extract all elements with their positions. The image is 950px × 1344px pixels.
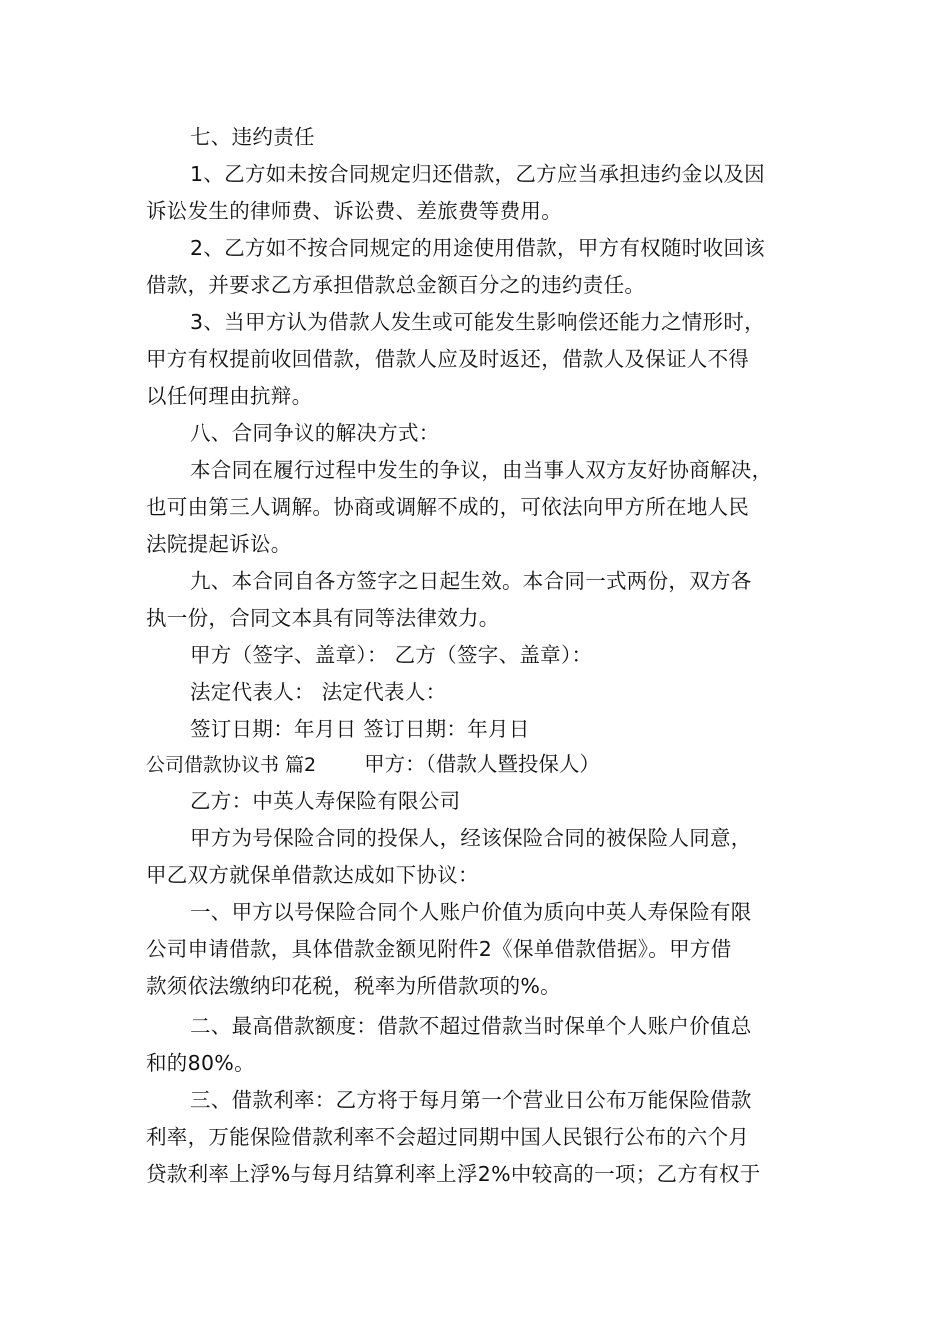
paragraph-line: 甲方为号保险合同的投保人，经该保险合同的被保险人同意，: [190, 826, 752, 850]
paragraph-line: 2、乙方如不按合同规定的用途使用借款，甲方有权随时收回该: [190, 236, 765, 260]
paragraph-line: 法院提起诉讼。: [146, 532, 292, 556]
paragraph-line: 公司申请借款，具体借款金额见附件2《保单借款借据》。甲方借: [146, 937, 732, 961]
paragraph-line: 九、本合同自各方签字之日起生效。本合同一式两份，双方各: [190, 569, 752, 593]
paragraph-line: 甲乙双方就保单借款达成如下协议：: [146, 863, 479, 887]
paragraph-line: 借款，并要求乙方承担借款总金额百分之的违约责任。: [146, 273, 646, 297]
paragraph-line: 二、最高借款额度：借款不超过借款当时保单个人账户价值总: [190, 1014, 752, 1038]
paragraph-line: 执一份，合同文本具有同等法律效力。: [146, 606, 500, 630]
signature-line: 甲方（签字、盖章）： 乙方（签字、盖章）：: [190, 643, 593, 667]
paragraph-line: 也可由第三人调解。协商或调解不成的，可依法向甲方所在地人民: [146, 495, 750, 519]
paragraph-line: 本合同在履行过程中发生的争议，由当事人双方友好协商解决，: [190, 458, 773, 482]
paragraph-line: 以任何理由抗辩。: [146, 384, 313, 408]
heading-dispute-resolution: 八、合同争议的解决方式：: [190, 421, 440, 445]
paragraph-line: 三、借款利率：乙方将于每月第一个营业日公布万能保险借款: [190, 1088, 752, 1112]
paragraph-line: 3、当甲方认为借款人发生或可能发生影响偿还能力之情形时，: [190, 310, 765, 334]
representative-line: 法定代表人： 法定代表人：: [190, 680, 447, 704]
paragraph-line: 款须依法缴纳印花税，税率为所借款项的%。: [146, 974, 561, 998]
section2-heading-row: [146, 746, 826, 784]
paragraph-line: 贷款利率上浮%与每月结算利率上浮2%中较高的一项；乙方有权于: [146, 1162, 761, 1186]
section2-party-a: 甲方：（借款人暨投保人）: [364, 752, 600, 776]
paragraph-line: 甲方有权提前收回借款，借款人应及时返还，借款人及保证人不得: [146, 347, 750, 371]
party-b-line: 乙方：中英人寿保险有限公司: [190, 789, 461, 813]
heading-breach-liability: 七、违约责任: [190, 125, 315, 149]
signing-date-line: 签订日期：年月日 签订日期：年月日: [190, 717, 530, 741]
paragraph-line: 一、甲方以号保险合同个人账户价值为质向中英人寿保险有限: [190, 900, 752, 924]
paragraph-line: 和的80%。: [146, 1051, 255, 1075]
paragraph-line: 诉讼发生的律师费、诉讼费、差旅费等费用。: [146, 199, 562, 223]
section2-title: 公司借款协议书 篇2: [146, 754, 317, 776]
paragraph-line: 利率，万能保险借款利率不会超过同期中国人民银行公布的六个月: [146, 1125, 750, 1149]
paragraph-line: 1、乙方如未按合同规定归还借款，乙方应当承担违约金以及因: [190, 162, 765, 186]
